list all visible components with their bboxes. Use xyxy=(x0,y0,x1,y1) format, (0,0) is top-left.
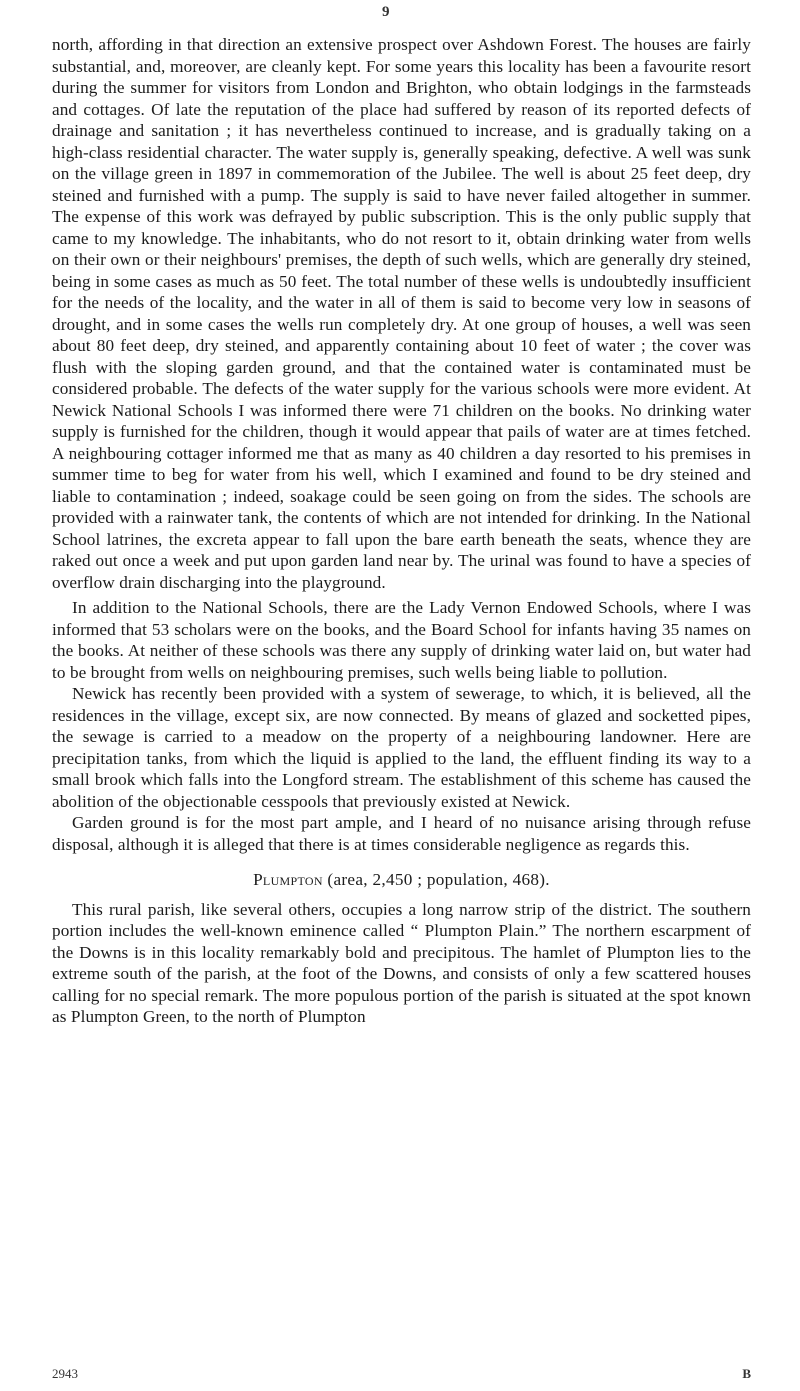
signature-mark: B xyxy=(742,1366,751,1381)
body-text xyxy=(52,34,751,1028)
paragraph-sewerage: Newick has recently been provided with a system of sewerage, to which, it is believed, all the residences in the village, except six, are now connected. By means of glazed and socketted pipes, the sewage is carried to a meadow on the property of a neighbouring landowner. Here are precipitation tanks, from which the liquid is applied to the land, the effluent finding its way to a small brook which falls into the Longford stream. The establishment of this scheme has caused the abolition of the objectionable cesspools that previously existed at Newick. xyxy=(52,684,751,811)
paragraph-garden-ground: Garden ground is for the most part ample, and I heard of no nuisance arising through refuse disposal, although it is alleged that there is at times considerable negligence as regards this. xyxy=(52,813,751,854)
paragraph-plumpton: This rural parish, like several others, occupies a long narrow strip of the district. The southern portion includes the well-known eminence called “ Plumpton Plain.” The northern escarpment of the Downs is in this locality remarkably bold and precipitous. The hamlet of Plumpton lies to the extreme south of the parish, at the foot of the Downs, and consists of only a few scattered houses calling for no special remark. The more populous portion of the parish is situated at the spot known as Plumpton Green, to the north of Plumpton xyxy=(52,899,751,1026)
paragraph-endowed-schools: In addition to the National Schools, there are the Lady Vernon Endowed Schools, where I was informed that 53 scholars were on the books, and the Board School for infants having 35 names on the books. At neither of these schools was there any supply of drinking water laid on, but water had to be brought from wells on neighbouring premises, such wells being liable to pollution. xyxy=(52,598,751,682)
section-heading-plumpton xyxy=(52,869,751,891)
heading-place-name: Plumpton xyxy=(253,870,323,889)
page-number: 9 xyxy=(382,4,390,20)
printer-code: 2943 xyxy=(52,1366,78,1381)
paragraph-newick-water-supply: north, affording in that direction an extensive prospect over Ashdown Forest. The houses are fairly substantial, and, moreover, are cleanly kept. For some years this locality has been a favourite resort during the summer for visitors from London and Brighton, who obtain lodgings in the farmsteads and cottages. Of late the reputation of the place had suffered by reason of its reported defects of drainage and sanitation ; it has nevertheless continued to increase, and is gradually taking on a high-class residential character. The water supply is, generally speaking, defective. A well was sunk on the village green in 1897 in commemoration of the Jubilee. The well is about 25 feet deep, dry steined and furnished with a pump. The supply is said to have never failed altogether in summer. The expense of this work was defrayed by public subscription. This is the only public supply that came to my knowledge. The inhabitants, who do not resort to it, obtain drinking water from wells on their own or their neighbours' premises, the depth of such wells, which are generally dry steined, being in some cases as much as 50 feet. The total number of these wells is undoubtedly insufficient for the needs of the locality, and the water in all of them is said to become very low in seasons of drought, and in some cases the wells run completely dry. At one group of houses, a well was seen about 80 feet deep, dry steined, and apparently containing about 10 feet of water ; the cover was flush with the sloping garden ground, and that the contained water is contaminated must be considered probable. The defects of the water supply for the various schools were more evident. At Newick National Schools I was informed there were 71 children on the books. No drinking water supply is furnished for the children, though it would appear that pails of water are at times fetched. A neighbouring cottager informed me that as many as 40 children a day resorted to his premises in summer time to beg for water from his well, which I examined and found to be dry steined and liable to contamination ; indeed, soakage could be seen going on from the sides. The schools are provided with a rainwater tank, the contents of which are not intended for drinking. In the National School latrines, the excreta appear to fall upon the bare earth beneath the seats, whence they are raked out once a week and put upon garden land near by. The urinal was found to have a species of overflow drain discharging into the playground. xyxy=(52,35,751,592)
heading-details: (area, 2,450 ; population, 468). xyxy=(322,870,550,889)
